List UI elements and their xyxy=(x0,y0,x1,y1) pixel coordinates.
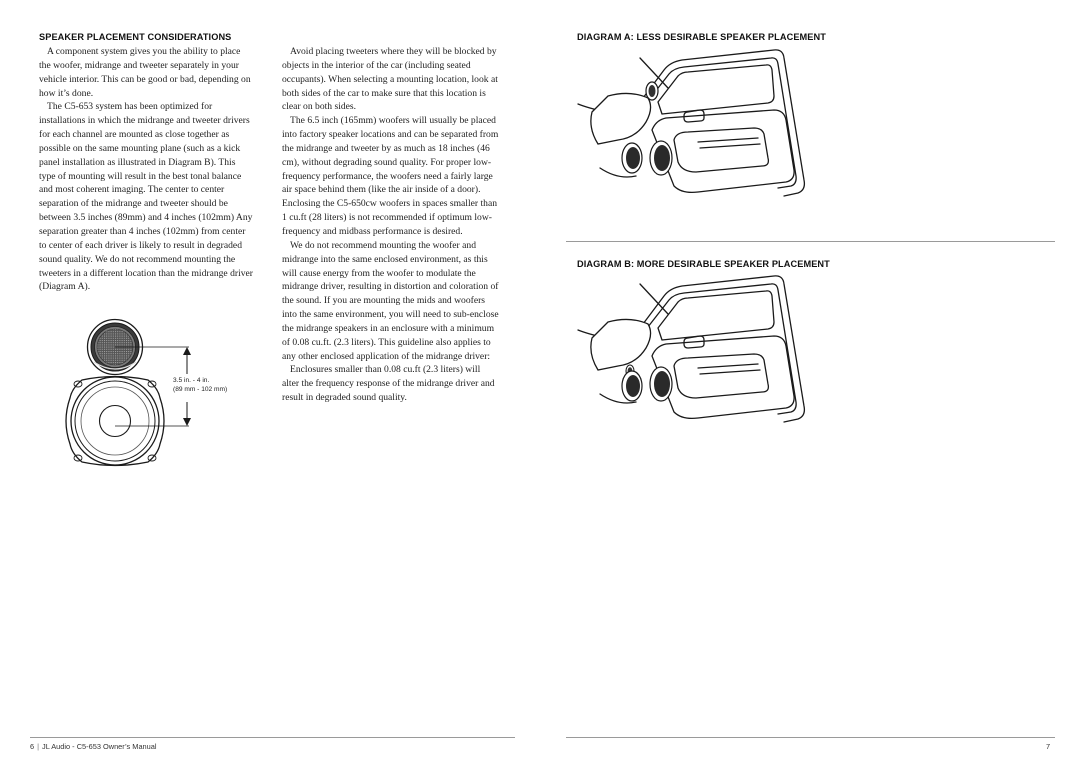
diagram-b-midrange-icon xyxy=(622,371,642,401)
page-number-left: 6 xyxy=(30,742,35,751)
footer-manual-title: JL Audio - C5-653 Owner’s Manual xyxy=(42,742,157,751)
diagram-b-heading: DIAGRAM B: MORE DESIRABLE SPEAKER PLACEMENT xyxy=(577,259,830,269)
diagram-a-heading: DIAGRAM A: LESS DESIRABLE SPEAKER PLACEMENT xyxy=(577,32,826,42)
footer-left xyxy=(30,742,157,751)
middle-column-paragraph: The 6.5 inch (165mm) woofers will usually be placed into factory speaker locations and can be separated from the midrange and tweeter by as much as 18 inches (46 cm), without degrading sound quality. For proper low-frequency performance, the woofers need a fairly large air space behind them (like the air inside of a door). Enclosing the C5-650cw woofers in spaces smaller than 1 cu.ft (28 liters) is not recommended if optimum low-frequency and midbass performance is desired. xyxy=(282,115,499,237)
diagram-a-car-door xyxy=(578,48,808,223)
middle-column-paragraph: We do not recommend mounting the woofer and midrange into the same enclosed environment, as this will cause energy from the woofer to modulate the midrange driver, resulting in distortion and coloration of the sound. If you are mounting the mids and woofers into the same environment, you will need to sub-enclose the midrange speakers in an enclosure with a minimum of 0.08 cu.ft. (2.3 liters). This guideline also applies to any other enclosed application of the midrange driver: xyxy=(282,239,499,362)
left-column-paragraph: A component system gives you the ability to place the woofer, midrange and tweeter separately in your vehicle interior. This can be good or bad, depending on how it’s done. xyxy=(39,46,251,99)
page-number-right: 7 xyxy=(1046,742,1051,751)
dimension-label xyxy=(173,377,227,394)
diagram-b-car-door xyxy=(578,274,808,449)
diagram-divider-rule xyxy=(566,241,1055,242)
body-column-left xyxy=(39,45,254,294)
middle-column-paragraph: Enclosures smaller than 0.08 cu.ft (2.3 liters) will alter the frequency response of the midrange driver and result in degraded sound quality. xyxy=(282,364,495,404)
diagram-b-woofer-icon xyxy=(650,367,672,401)
left-column-paragraph: The C5-653 system has been optimized for installations in which the midrange and tweeter drivers for each channel are mounted as close together as possible on the same mounting plane (such as a kick panel installation as illustrated in Diagram B). This type of mounting will result in the best tonal balance and most coherent imaging. The center to center separation of the midrange and tweeter should be between 3.5 inches (89mm) and 4 inches (102mm) Any separation greater than 4 inches (102mm) from center to center of each driver is likely to result in degraded sound quality. We do not recommend mounting the tweeters in a different location than the midrange driver (Diagram A). xyxy=(39,101,253,293)
dimension-label-mm: (89 mm - 102 mm) xyxy=(173,385,228,393)
section-heading: SPEAKER PLACEMENT CONSIDERATIONS xyxy=(39,32,232,42)
footer-rule-left xyxy=(30,737,515,738)
diagram-a-midrange-icon xyxy=(622,143,642,173)
dimension-label-inches: 3.5 in. - 4 in. xyxy=(173,377,210,384)
body-column-middle xyxy=(282,45,499,405)
footer-divider: | xyxy=(37,742,40,751)
midrange-speaker-icon xyxy=(66,377,164,466)
footer-rule-right xyxy=(566,737,1055,738)
speaker-spacing-illustration xyxy=(60,318,260,498)
diagram-a-woofer-icon xyxy=(650,141,672,175)
middle-column-paragraph: Avoid placing tweeters where they will be blocked by objects in the interior of the car (including seated occupants). When selecting a mounting location, look at both sides of the car to make sure that this location is clear on both sides. xyxy=(282,46,498,113)
